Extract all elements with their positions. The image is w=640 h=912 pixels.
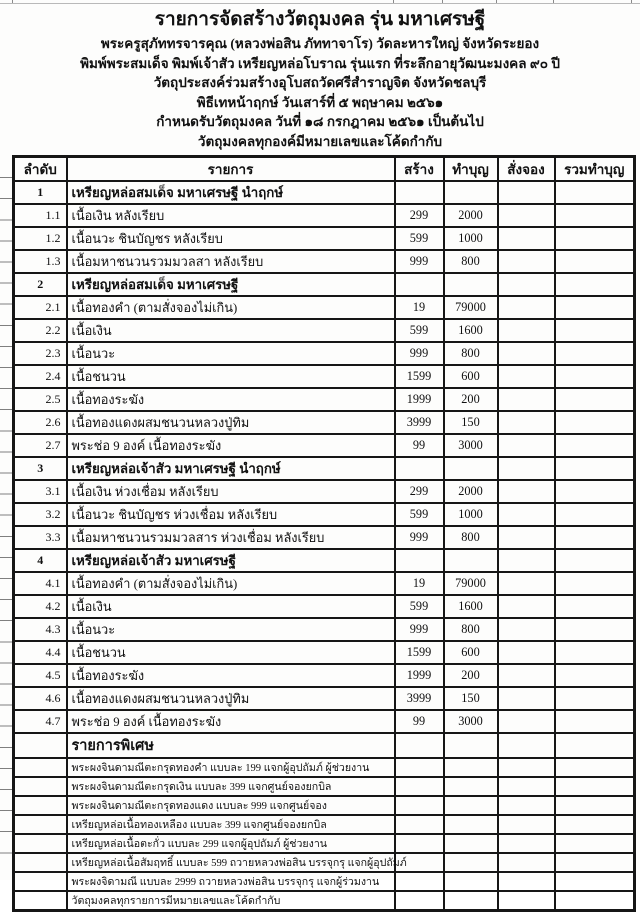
made-qty-cell (395, 181, 444, 204)
preorder-cell (498, 549, 555, 572)
row-number-cell: 4.1 (14, 572, 67, 595)
made-qty-cell (395, 796, 444, 815)
item-name-cell: เนื้อทองคำ (ตามสั่งจองไม่เกิน) (67, 572, 395, 595)
row-number-cell: 2.2 (14, 319, 67, 342)
row-number-cell (14, 796, 67, 815)
row-number-cell: 2 (14, 273, 67, 296)
table-row (14, 664, 635, 687)
total-merit-cell (555, 181, 635, 204)
column-header-made: สร้าง (395, 157, 444, 182)
made-qty-cell (395, 872, 444, 891)
table-row (14, 853, 635, 872)
preorder-cell (498, 273, 555, 296)
total-merit-cell (555, 891, 635, 911)
item-name-cell: เหรียญหล่อเจ้าสัว มหาเศรษฐี นำฤกษ์ (67, 457, 395, 480)
preorder-cell (498, 834, 555, 853)
item-name-cell: เนื้อนวะ ชินบัญชร หลังเรียบ (67, 227, 395, 250)
made-qty-cell: 19 (395, 296, 444, 319)
item-name-cell: เนื้อทองคำ (ตามสั่งจองไม่เกิน) (67, 296, 395, 319)
table-row (14, 342, 635, 365)
row-number-cell: 1.3 (14, 250, 67, 273)
table-row (14, 834, 635, 853)
made-qty-cell: 3999 (395, 411, 444, 434)
table-row (14, 891, 635, 911)
subtitle-pickup-date-line: กำหนดรับวัตถุมงคล วันที่ ๑๘ กรกฎาคม ๒๕๖๑ เป็นต้นไป (156, 114, 484, 129)
total-merit-cell (555, 758, 635, 777)
total-merit-cell (555, 710, 635, 733)
total-merit-cell (555, 273, 635, 296)
preorder-cell (498, 250, 555, 273)
row-number-cell: 2.4 (14, 365, 67, 388)
preorder-cell (498, 319, 555, 342)
item-name-cell: เหรียญหล่อเนื้อทองเหลือง แบบละ 399 แจกศูนย์จองยกบิล (67, 815, 395, 834)
made-qty-cell: 99 (395, 710, 444, 733)
total-merit-cell (555, 365, 635, 388)
row-number-cell: 1.2 (14, 227, 67, 250)
merit-price-cell: 2000 (444, 204, 498, 227)
column-header-merit: ทำบุญ (444, 157, 498, 182)
made-qty-cell: 599 (395, 595, 444, 618)
made-qty-cell: 999 (395, 342, 444, 365)
item-name-cell: เนื้อนวะ (67, 618, 395, 641)
row-number-cell (14, 758, 67, 777)
table-row (14, 641, 635, 664)
total-merit-cell (555, 480, 635, 503)
table-row (14, 319, 635, 342)
merit-price-cell (444, 181, 498, 204)
merit-price-cell: 800 (444, 342, 498, 365)
item-name-cell: เนื้อเงิน ห่วงเชื่อม หลังเรียบ (67, 480, 395, 503)
total-merit-cell (555, 853, 635, 872)
row-number-cell: 2.6 (14, 411, 67, 434)
row-number-cell (14, 853, 67, 872)
table-row (14, 503, 635, 526)
table-row (14, 434, 635, 457)
column-header-no: ลำดับ (14, 157, 67, 182)
made-qty-cell: 599 (395, 319, 444, 342)
item-name-cell: เนื้อมหาชนวนรวมมวลสาร ห่วงเชื่อม หลังเรียบ (67, 526, 395, 549)
subtitle-series-line: พิมพ์พระสมเด็จ พิมพ์เจ้าสัว เหรียญหล่อโบราณ รุ่นแรก ที่ระลึกอายุวัฒนะมงคล ๙๐ ปี (80, 55, 560, 71)
item-name-cell: พระผงจินดามณีตะกรุดทองคำ แบบละ 199 แจกผู้อุปถัมภ์ ผู้ช่วยงาน (67, 758, 395, 777)
row-number-cell: 3 (14, 457, 67, 480)
table-row (14, 549, 635, 572)
table-row (14, 526, 635, 549)
column-header-item: รายการ (67, 157, 395, 182)
scan-gridline-artifact-left (0, 157, 12, 873)
merit-price-cell (444, 758, 498, 777)
preorder-cell (498, 758, 555, 777)
item-name-cell: เนื้อทองแดงผสมชนวนหลวงปู่ทิม (67, 411, 395, 434)
item-name-cell: เหรียญหล่อสมเด็จ มหาเศรษฐี (67, 273, 395, 296)
merit-price-cell (444, 777, 498, 796)
preorder-cell (498, 388, 555, 411)
preorder-cell (498, 457, 555, 480)
total-merit-cell (555, 733, 635, 758)
made-qty-cell (395, 815, 444, 834)
made-qty-cell: 1999 (395, 388, 444, 411)
made-qty-cell (395, 891, 444, 911)
table-row (14, 411, 635, 434)
order-price-table (12, 155, 636, 912)
preorder-cell (498, 641, 555, 664)
item-name-cell: เนื้อเงิน (67, 319, 395, 342)
row-number-cell: 2.3 (14, 342, 67, 365)
preorder-cell (498, 181, 555, 204)
made-qty-cell: 1599 (395, 641, 444, 664)
row-number-cell: 1.1 (14, 204, 67, 227)
merit-price-cell: 800 (444, 250, 498, 273)
table-row (14, 572, 635, 595)
total-merit-cell (555, 872, 635, 891)
merit-price-cell: 79000 (444, 572, 498, 595)
table-row (14, 815, 635, 834)
merit-price-cell: 1000 (444, 503, 498, 526)
table-row (14, 227, 635, 250)
preorder-cell (498, 503, 555, 526)
total-merit-cell (555, 388, 635, 411)
merit-price-cell (444, 891, 498, 911)
table-header-row (14, 157, 635, 182)
merit-price-cell: 3000 (444, 710, 498, 733)
merit-price-cell (444, 853, 498, 872)
made-qty-cell: 599 (395, 227, 444, 250)
total-merit-cell (555, 834, 635, 853)
table-row (14, 365, 635, 388)
row-number-cell: 3.3 (14, 526, 67, 549)
merit-price-cell: 800 (444, 526, 498, 549)
item-name-cell: เหรียญหล่อสมเด็จ มหาเศรษฐี นำฤกษ์ (67, 181, 395, 204)
total-merit-cell (555, 342, 635, 365)
item-name-cell: พระช่อ 9 องค์ เนื้อทองระฆัง (67, 434, 395, 457)
made-qty-cell: 999 (395, 526, 444, 549)
table-row (14, 687, 635, 710)
item-name-cell: เนื้อเงิน หลังเรียบ (67, 204, 395, 227)
total-merit-cell (555, 572, 635, 595)
preorder-cell (498, 480, 555, 503)
item-name-cell: พระผงจิดามณี แบบละ 2999 ถวายหลวงพ่อสิน บรรจุกรุ แจกผู้ร่วมงาน (67, 872, 395, 891)
page-title: รายการจัดสร้างวัตถุมงคล รุ่น มหาเศรษฐี (154, 9, 486, 30)
merit-price-cell (444, 457, 498, 480)
table-row (14, 480, 635, 503)
preorder-cell (498, 365, 555, 388)
made-qty-cell (395, 273, 444, 296)
item-name-cell: เนื้อมหาชนวนรวมมวลสา หลังเรียบ (67, 250, 395, 273)
total-merit-cell (555, 204, 635, 227)
made-qty-cell: 299 (395, 480, 444, 503)
total-merit-cell (555, 250, 635, 273)
made-qty-cell: 1599 (395, 365, 444, 388)
table-row (14, 796, 635, 815)
item-name-cell: พระช่อ 9 องค์ เนื้อทองระฆัง (67, 710, 395, 733)
total-merit-cell (555, 595, 635, 618)
table-row (14, 710, 635, 733)
total-merit-cell (555, 434, 635, 457)
preorder-cell (498, 710, 555, 733)
total-merit-cell (555, 796, 635, 815)
merit-price-cell (444, 872, 498, 891)
row-number-cell: 4.7 (14, 710, 67, 733)
made-qty-cell (395, 549, 444, 572)
item-name-cell: พระผงจินดามณีตะกรุดเงิน แบบละ 399 แจกศูนย์จองยกบิล (67, 777, 395, 796)
merit-price-cell (444, 549, 498, 572)
subtitle-code-note-line: วัตถุมงคลทุกองค์มีหมายเลขและโค้ดกำกับ (197, 133, 443, 149)
subtitle-ceremony-date-line: พิธีเทหน้าฤกษ์ วันเสาร์ที่ ๕ พฤษาคม ๒๕๖๑ (196, 94, 444, 110)
made-qty-cell: 1999 (395, 664, 444, 687)
merit-price-cell: 79000 (444, 296, 498, 319)
item-name-cell: วัตถุมงคลทุกรายการมีหมายเลขและโค้ดกำกับ (67, 891, 395, 911)
made-qty-cell: 19 (395, 572, 444, 595)
row-number-cell: 3.2 (14, 503, 67, 526)
table-row (14, 457, 635, 480)
preorder-cell (498, 411, 555, 434)
table-row (14, 777, 635, 796)
row-number-cell: 3.1 (14, 480, 67, 503)
item-name-cell: รายการพิเศษ (67, 733, 395, 758)
made-qty-cell: 3999 (395, 687, 444, 710)
merit-price-cell (444, 273, 498, 296)
items-table-body (14, 181, 635, 911)
total-merit-cell (555, 687, 635, 710)
merit-price-cell (444, 815, 498, 834)
merit-price-cell: 1000 (444, 227, 498, 250)
made-qty-cell (395, 758, 444, 777)
item-name-cell: เนื้อทองระฆัง (67, 388, 395, 411)
row-number-cell (14, 733, 67, 758)
item-name-cell: เนื้อทองระฆัง (67, 664, 395, 687)
row-number-cell: 1 (14, 181, 67, 204)
item-name-cell: เนื้อทองแดงผสมชนวนหลวงปู่ทิม (67, 687, 395, 710)
row-number-cell: 4.3 (14, 618, 67, 641)
merit-price-cell: 3000 (444, 434, 498, 457)
merit-price-cell: 200 (444, 664, 498, 687)
item-name-cell: พระผงจินดามณีตะกรุดทองแดง แบบละ 999 แจกศูนย์จอง (67, 796, 395, 815)
made-qty-cell (395, 733, 444, 758)
preorder-cell (498, 815, 555, 834)
table-row (14, 758, 635, 777)
preorder-cell (498, 733, 555, 758)
subtitle-purpose-line: วัตถุประสงค์ร่วมสร้างอุโบสถวัดศรีสำราญจิต จังหวัดชลบุรี (153, 75, 487, 90)
total-merit-cell (555, 526, 635, 549)
made-qty-cell: 99 (395, 434, 444, 457)
table-row (14, 595, 635, 618)
table-row (14, 388, 635, 411)
merit-price-cell: 200 (444, 388, 498, 411)
total-merit-cell (555, 411, 635, 434)
total-merit-cell (555, 664, 635, 687)
total-merit-cell (555, 319, 635, 342)
preorder-cell (498, 296, 555, 319)
table-row (14, 181, 635, 204)
item-name-cell: เหรียญหล่อเจ้าสัว มหาเศรษฐี (67, 549, 395, 572)
column-header-total: รวมทำบุญ (555, 157, 635, 182)
merit-price-cell (444, 796, 498, 815)
table-row (14, 296, 635, 319)
preorder-cell (498, 687, 555, 710)
total-merit-cell (555, 815, 635, 834)
total-merit-cell (555, 503, 635, 526)
total-merit-cell (555, 618, 635, 641)
made-qty-cell: 999 (395, 250, 444, 273)
item-name-cell: เนื้อนวะ ชินบัญชร ห่วงเชื่อม หลังเรียบ (67, 503, 395, 526)
table-row (14, 872, 635, 891)
total-merit-cell (555, 641, 635, 664)
column-header-preorder: สั่งจอง (498, 157, 555, 182)
preorder-cell (498, 872, 555, 891)
row-number-cell: 2.5 (14, 388, 67, 411)
document-header (0, 0, 640, 151)
preorder-cell (498, 434, 555, 457)
row-number-cell: 4.6 (14, 687, 67, 710)
row-number-cell: 4.4 (14, 641, 67, 664)
table-row (14, 733, 635, 758)
table-row (14, 273, 635, 296)
merit-price-cell (444, 733, 498, 758)
merit-price-cell: 150 (444, 687, 498, 710)
preorder-cell (498, 572, 555, 595)
row-number-cell: 4.2 (14, 595, 67, 618)
table-row (14, 204, 635, 227)
row-number-cell: 2.7 (14, 434, 67, 457)
preorder-cell (498, 227, 555, 250)
row-number-cell: 2.1 (14, 296, 67, 319)
total-merit-cell (555, 227, 635, 250)
preorder-cell (498, 595, 555, 618)
preorder-cell (498, 526, 555, 549)
preorder-cell (498, 664, 555, 687)
merit-price-cell: 2000 (444, 480, 498, 503)
merit-price-cell: 150 (444, 411, 498, 434)
preorder-cell (498, 891, 555, 911)
made-qty-cell (395, 777, 444, 796)
merit-price-cell (444, 834, 498, 853)
row-number-cell: 4.5 (14, 664, 67, 687)
row-number-cell (14, 834, 67, 853)
preorder-cell (498, 618, 555, 641)
item-name-cell: เหรียญหล่อเนื้อตะกั่ว แบบละ 299 แจกผู้อุปถัมภ์ ผู้ช่วยงาน (67, 834, 395, 853)
subtitle-temple-line: พระครูสุภัททรจารคุณ (หลวงพ่อสิน ภัททาจาโร) วัดละหารใหญ่ จังหวัดระยอง (100, 36, 540, 51)
item-name-cell: เนื้อชนวน (67, 365, 395, 388)
item-name-cell: เนื้อเงิน (67, 595, 395, 618)
preorder-cell (498, 777, 555, 796)
merit-price-cell: 1600 (444, 595, 498, 618)
total-merit-cell (555, 457, 635, 480)
total-merit-cell (555, 777, 635, 796)
item-name-cell: เนื้อชนวน (67, 641, 395, 664)
scan-gridline-artifact-top (0, 0, 640, 4)
table-row (14, 250, 635, 273)
table-row (14, 618, 635, 641)
merit-price-cell: 1600 (444, 319, 498, 342)
row-number-cell (14, 891, 67, 911)
preorder-cell (498, 796, 555, 815)
preorder-cell (498, 342, 555, 365)
item-name-cell: เนื้อนวะ (67, 342, 395, 365)
preorder-cell (498, 853, 555, 872)
preorder-cell (498, 204, 555, 227)
made-qty-cell: 599 (395, 503, 444, 526)
merit-price-cell: 800 (444, 618, 498, 641)
merit-price-cell: 600 (444, 365, 498, 388)
row-number-cell (14, 777, 67, 796)
made-qty-cell: 299 (395, 204, 444, 227)
row-number-cell (14, 815, 67, 834)
made-qty-cell: 999 (395, 618, 444, 641)
item-name-cell: เหรียญหล่อเนื้อสัมฤทธิ์ แบบละ 599 ถวายหลวงพ่อสิน บรรจุกรุ แจกผู้อุปถัมภ์ (67, 853, 395, 872)
merit-price-cell: 600 (444, 641, 498, 664)
row-number-cell (14, 872, 67, 891)
made-qty-cell (395, 834, 444, 853)
total-merit-cell (555, 549, 635, 572)
total-merit-cell (555, 296, 635, 319)
made-qty-cell (395, 457, 444, 480)
row-number-cell: 4 (14, 549, 67, 572)
